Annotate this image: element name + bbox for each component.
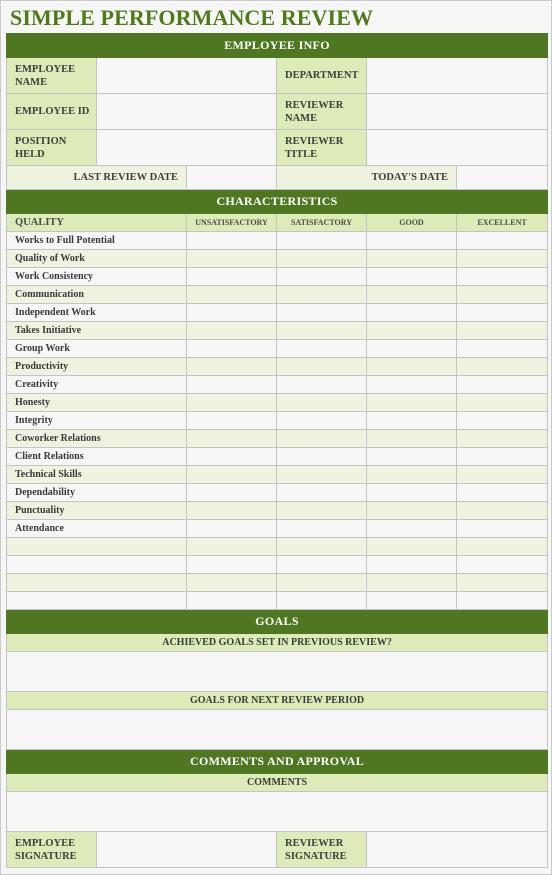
rating-cell-unsatisfactory[interactable]	[187, 430, 277, 448]
department-label: DEPARTMENT	[277, 58, 367, 94]
rating-cell-excellent[interactable]	[457, 538, 548, 556]
next-goals-field[interactable]	[7, 710, 548, 750]
column-header-satisfactory: SATISFACTORY	[277, 214, 367, 232]
table-row	[7, 520, 548, 538]
employee-signature-field[interactable]	[97, 832, 277, 868]
reviewer-signature-label: REVIEWER SIGNATURE	[277, 832, 367, 868]
rating-cell-unsatisfactory[interactable]	[187, 412, 277, 430]
table-row	[7, 556, 548, 574]
rating-cell-excellent[interactable]	[457, 520, 548, 538]
quality-label: Coworker Relations	[7, 430, 187, 448]
quality-label: Quality of Work	[7, 250, 187, 268]
table-row	[7, 268, 548, 286]
reviewer-name-label: REVIEWER NAME	[277, 94, 367, 130]
table-row	[7, 592, 548, 610]
quality-label	[7, 592, 187, 610]
quality-label: Attendance	[7, 520, 187, 538]
todays-date-field[interactable]	[457, 166, 548, 190]
rating-cell-excellent[interactable]	[457, 286, 548, 304]
table-row	[7, 394, 548, 412]
review-form-table	[6, 33, 548, 868]
rating-cell-satisfactory[interactable]	[277, 556, 367, 574]
quality-label	[7, 538, 187, 556]
rating-cell-good[interactable]	[367, 430, 457, 448]
rating-cell-unsatisfactory[interactable]	[187, 394, 277, 412]
rating-cell-excellent[interactable]	[457, 394, 548, 412]
rating-cell-excellent[interactable]	[457, 268, 548, 286]
rating-cell-unsatisfactory[interactable]	[187, 322, 277, 340]
column-header-quality: QUALITY	[7, 214, 187, 232]
last-review-date-field[interactable]	[187, 166, 277, 190]
quality-label: Honesty	[7, 394, 187, 412]
achieved-goals-field[interactable]	[7, 652, 548, 692]
rating-cell-unsatisfactory[interactable]	[187, 520, 277, 538]
table-row	[7, 574, 548, 592]
rating-cell-good[interactable]	[367, 304, 457, 322]
rating-cell-unsatisfactory[interactable]	[187, 592, 277, 610]
rating-cell-unsatisfactory[interactable]	[187, 376, 277, 394]
quality-label: Client Relations	[7, 448, 187, 466]
comments-label: COMMENTS	[7, 774, 548, 792]
rating-cell-satisfactory[interactable]	[277, 430, 367, 448]
rating-cell-satisfactory[interactable]	[277, 358, 367, 376]
rating-cell-excellent[interactable]	[457, 484, 548, 502]
rating-cell-satisfactory[interactable]	[277, 340, 367, 358]
quality-label: Punctuality	[7, 502, 187, 520]
rating-cell-good[interactable]	[367, 394, 457, 412]
rating-cell-good[interactable]	[367, 520, 457, 538]
quality-label: Productivity	[7, 358, 187, 376]
rating-cell-good[interactable]	[367, 502, 457, 520]
table-row	[7, 250, 548, 268]
characteristics-heading: CHARACTERISTICS	[7, 190, 548, 214]
table-row	[7, 286, 548, 304]
rating-cell-excellent[interactable]	[457, 250, 548, 268]
rating-cell-good[interactable]	[367, 340, 457, 358]
quality-label: Group Work	[7, 340, 187, 358]
rating-cell-excellent[interactable]	[457, 592, 548, 610]
employee-info-heading: EMPLOYEE INFO	[7, 34, 548, 58]
table-row	[7, 340, 548, 358]
rating-cell-good[interactable]	[367, 232, 457, 250]
rating-cell-good[interactable]	[367, 286, 457, 304]
rating-cell-unsatisfactory[interactable]	[187, 556, 277, 574]
rating-cell-good[interactable]	[367, 538, 457, 556]
rating-cell-satisfactory[interactable]	[277, 394, 367, 412]
rating-cell-satisfactory[interactable]	[277, 232, 367, 250]
rating-cell-satisfactory[interactable]	[277, 268, 367, 286]
rating-cell-good[interactable]	[367, 592, 457, 610]
table-row	[7, 538, 548, 556]
rating-cell-satisfactory[interactable]	[277, 574, 367, 592]
quality-label: Creativity	[7, 376, 187, 394]
position-held-field[interactable]	[97, 130, 277, 166]
rating-cell-unsatisfactory[interactable]	[187, 484, 277, 502]
rating-cell-good[interactable]	[367, 358, 457, 376]
reviewer-title-field[interactable]	[367, 130, 548, 166]
rating-cell-excellent[interactable]	[457, 574, 548, 592]
rating-cell-excellent[interactable]	[457, 376, 548, 394]
rating-cell-unsatisfactory[interactable]	[187, 340, 277, 358]
table-row	[7, 484, 548, 502]
quality-label: Independent Work	[7, 304, 187, 322]
rating-cell-satisfactory[interactable]	[277, 304, 367, 322]
quality-label	[7, 556, 187, 574]
rating-cell-unsatisfactory[interactable]	[187, 232, 277, 250]
rating-cell-excellent[interactable]	[457, 358, 548, 376]
table-row	[7, 322, 548, 340]
rating-cell-satisfactory[interactable]	[277, 466, 367, 484]
rating-cell-good[interactable]	[367, 322, 457, 340]
quality-label: Dependability	[7, 484, 187, 502]
rating-cell-unsatisfactory[interactable]	[187, 448, 277, 466]
achieved-goals-label: ACHIEVED GOALS SET IN PREVIOUS REVIEW?	[7, 634, 548, 652]
next-goals-label: GOALS FOR NEXT REVIEW PERIOD	[7, 692, 548, 710]
table-row	[7, 412, 548, 430]
employee-name-label: EMPLOYEE NAME	[7, 58, 97, 94]
rating-cell-good[interactable]	[367, 268, 457, 286]
employee-signature-label: EMPLOYEE SIGNATURE	[7, 832, 97, 868]
rating-cell-unsatisfactory[interactable]	[187, 268, 277, 286]
employee-name-field[interactable]	[97, 58, 277, 94]
rating-cell-unsatisfactory[interactable]	[187, 502, 277, 520]
rating-cell-good[interactable]	[367, 484, 457, 502]
quality-label: Works to Full Potential	[7, 232, 187, 250]
rating-cell-unsatisfactory[interactable]	[187, 358, 277, 376]
goals-heading: GOALS	[7, 610, 548, 634]
column-header-excellent: EXCELLENT	[457, 214, 548, 232]
rating-cell-good[interactable]	[367, 376, 457, 394]
quality-label: Technical Skills	[7, 466, 187, 484]
quality-label	[7, 574, 187, 592]
rating-cell-excellent[interactable]	[457, 466, 548, 484]
column-header-good: GOOD	[367, 214, 457, 232]
page-title: SIMPLE PERFORMANCE REVIEW	[10, 5, 374, 30]
rating-cell-satisfactory[interactable]	[277, 448, 367, 466]
rating-cell-satisfactory[interactable]	[277, 412, 367, 430]
comments-heading: COMMENTS AND APPROVAL	[7, 750, 548, 774]
quality-label: Work Consistency	[7, 268, 187, 286]
rating-cell-good[interactable]	[367, 556, 457, 574]
rating-cell-excellent[interactable]	[457, 304, 548, 322]
rating-cell-satisfactory[interactable]	[277, 538, 367, 556]
rating-cell-excellent[interactable]	[457, 322, 548, 340]
table-row	[7, 358, 548, 376]
rating-cell-good[interactable]	[367, 250, 457, 268]
rating-cell-satisfactory[interactable]	[277, 484, 367, 502]
table-row	[7, 430, 548, 448]
rating-cell-satisfactory[interactable]	[277, 250, 367, 268]
rating-cell-good[interactable]	[367, 448, 457, 466]
table-row	[7, 448, 548, 466]
reviewer-name-field[interactable]	[367, 94, 548, 130]
quality-label: Integrity	[7, 412, 187, 430]
rating-cell-unsatisfactory[interactable]	[187, 304, 277, 322]
reviewer-title-label: REVIEWER TITLE	[277, 130, 367, 166]
employee-id-field[interactable]	[97, 94, 277, 130]
table-row	[7, 466, 548, 484]
rating-cell-satisfactory[interactable]	[277, 286, 367, 304]
rating-cell-satisfactory[interactable]	[277, 502, 367, 520]
rating-cell-excellent[interactable]	[457, 412, 548, 430]
table-row	[7, 376, 548, 394]
rating-cell-excellent[interactable]	[457, 232, 548, 250]
rating-cell-excellent[interactable]	[457, 340, 548, 358]
rating-cell-excellent[interactable]	[457, 430, 548, 448]
rating-cell-unsatisfactory[interactable]	[187, 466, 277, 484]
reviewer-signature-field[interactable]	[367, 832, 548, 868]
table-row	[7, 304, 548, 322]
employee-id-label: EMPLOYEE ID	[7, 94, 97, 130]
rating-cell-unsatisfactory[interactable]	[187, 538, 277, 556]
table-row	[7, 502, 548, 520]
quality-label: Communication	[7, 286, 187, 304]
rating-cell-unsatisfactory[interactable]	[187, 286, 277, 304]
rating-cell-unsatisfactory[interactable]	[187, 250, 277, 268]
quality-label: Takes Initiative	[7, 322, 187, 340]
comments-field[interactable]	[7, 792, 548, 832]
table-row	[7, 232, 548, 250]
rating-cell-satisfactory[interactable]	[277, 376, 367, 394]
rating-cell-satisfactory[interactable]	[277, 592, 367, 610]
todays-date-label: TODAY'S DATE	[277, 166, 457, 190]
rating-cell-unsatisfactory[interactable]	[187, 574, 277, 592]
rating-cell-good[interactable]	[367, 412, 457, 430]
rating-cell-excellent[interactable]	[457, 448, 548, 466]
position-held-label: POSITION HELD	[7, 130, 97, 166]
department-field[interactable]	[367, 58, 548, 94]
rating-cell-excellent[interactable]	[457, 556, 548, 574]
rating-cell-satisfactory[interactable]	[277, 520, 367, 538]
rating-cell-good[interactable]	[367, 574, 457, 592]
column-header-unsatisfactory: UNSATISFACTORY	[187, 214, 277, 232]
rating-cell-excellent[interactable]	[457, 502, 548, 520]
rating-cell-good[interactable]	[367, 466, 457, 484]
last-review-date-label: LAST REVIEW DATE	[7, 166, 187, 190]
rating-cell-satisfactory[interactable]	[277, 322, 367, 340]
